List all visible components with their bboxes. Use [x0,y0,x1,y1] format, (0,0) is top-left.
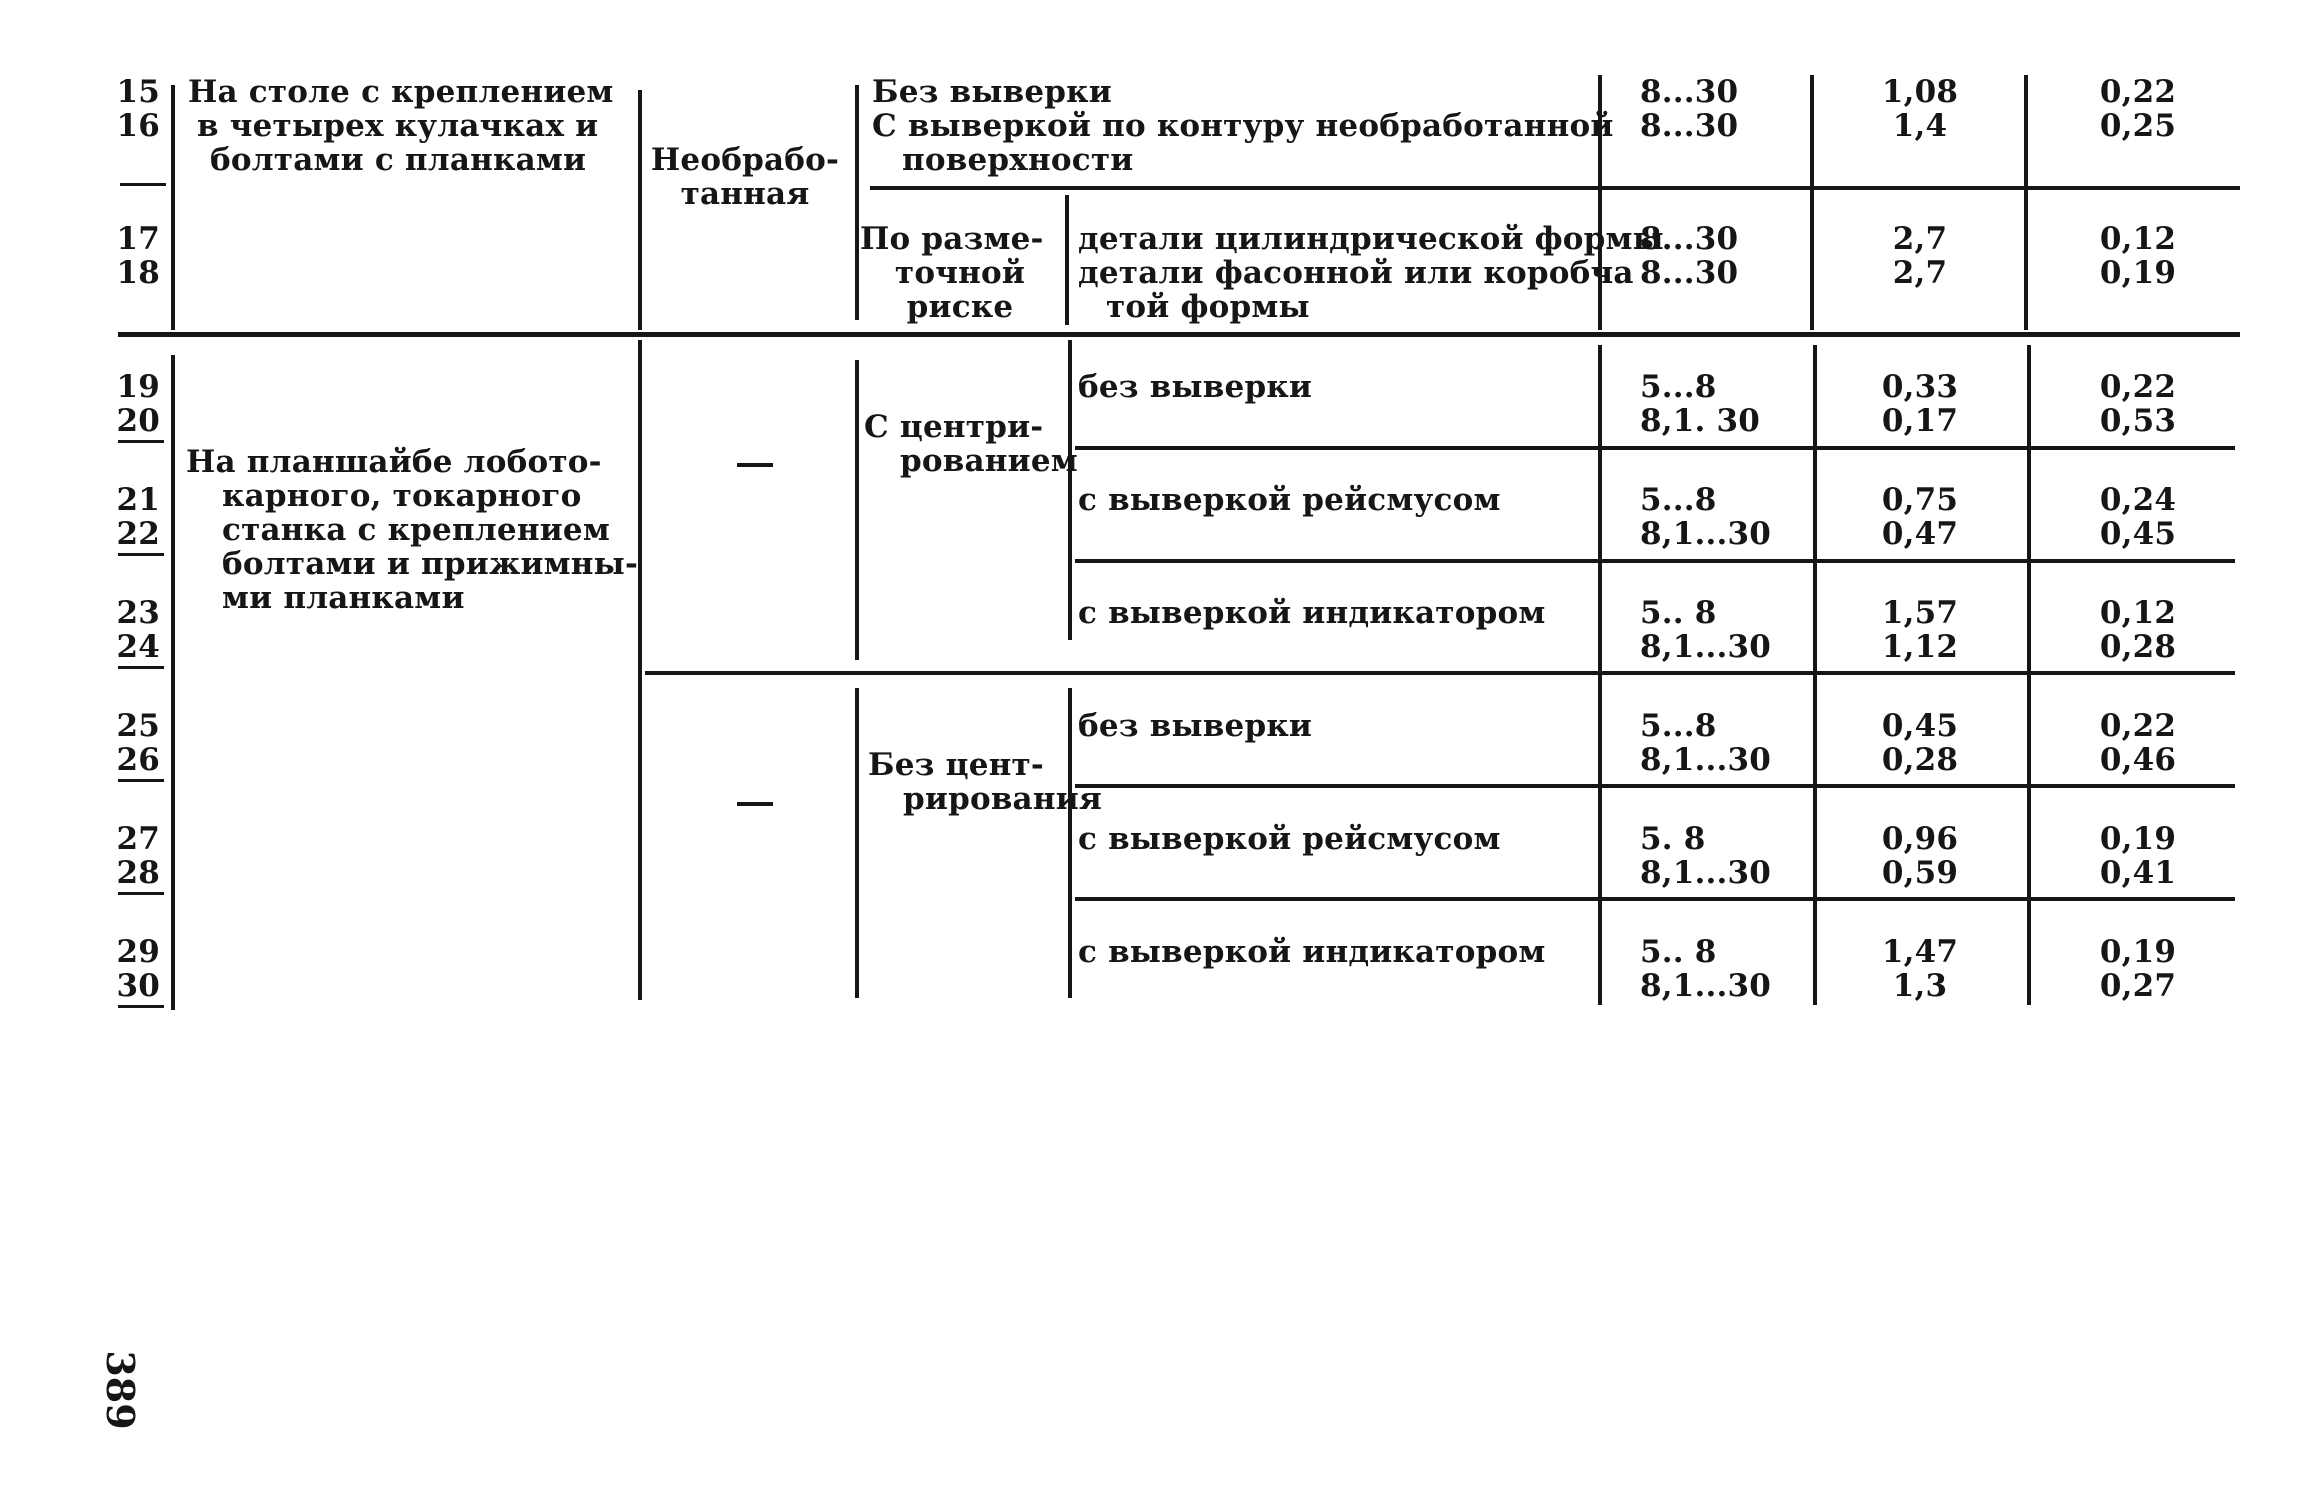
coef-1-value: 0,75 [1881,482,1959,518]
alignment-text-line: С выверкой по контуру необработанной [872,108,1614,144]
thickness-value: 8...30 [1640,255,1739,291]
row-number: 15 [116,74,160,110]
row-number: 21 [116,482,160,518]
coef-1-value: 1,3 [1892,968,1948,1004]
col-divider-method-top [638,90,642,330]
row-number: 25 [116,708,160,744]
page-number: 389 [98,1350,143,1430]
coef-1-value: 1,12 [1881,629,1959,665]
group-text-line: риске [906,289,1014,325]
thickness-value: 8,1...30 [1640,516,1772,552]
col-divider-k2-top [2024,75,2028,330]
method-text-line: ми планками [222,580,465,616]
row-number: 27 [116,821,160,857]
row-number-underline [118,666,164,669]
col-divider-desc-top [1065,195,1069,325]
coef-1-value: 0,33 [1881,369,1959,405]
coef-2-value: 0,53 [2099,403,2177,439]
method-text-line: в четырех кулачках и [197,108,599,144]
coef-1-value: 1,4 [1892,108,1948,144]
rule-centered-separator [645,671,2235,675]
coef-2-value: 0,19 [2099,934,2177,970]
coef-2-value: 0,22 [2099,369,2177,405]
desc-text-line: с выверкой индикатором [1078,934,1546,970]
coef-1-value: 0,45 [1881,708,1959,744]
thickness-value: 8,1...30 [1640,855,1772,891]
thickness-value: 8,1...30 [1640,968,1772,1004]
coef-1-value: 0,59 [1881,855,1959,891]
coef-2-value: 0,24 [2099,482,2177,518]
surface-dash [737,802,773,806]
row-number-underline [118,892,164,895]
desc-text-line: детали цилиндрической формы [1078,221,1664,257]
col-divider-desc-bottom [1068,340,1072,640]
method-text-line: На планшайбе лобото- [186,444,602,480]
rule-block-separator [118,332,2240,337]
rule-25-27 [1075,784,2235,788]
coef-2-value: 0,22 [2099,74,2177,110]
row-number: 26 [116,742,160,778]
coef-2-value: 0,25 [2099,108,2177,144]
desc-text-line: той формы [1106,289,1310,325]
row-number: 19 [116,369,160,405]
thickness-value: 5...8 [1640,482,1717,518]
coef-1-value: 1,08 [1881,74,1959,110]
col-divider-surface-bottom [855,360,859,660]
desc-text-line: с выверкой индикатором [1078,595,1546,631]
thickness-value: 5...8 [1640,369,1717,405]
coef-1-value: 2,7 [1892,221,1948,257]
surface-text-line: Необрабо- [650,142,840,178]
coef-2-value: 0,46 [2099,742,2177,778]
thickness-value: 8...30 [1640,74,1739,110]
row-number: 24 [116,629,160,665]
coef-1-value: 1,47 [1881,934,1959,970]
coef-2-value: 0,19 [2099,821,2177,857]
thickness-value: 8...30 [1640,108,1739,144]
row-number: 18 [116,255,160,291]
rule-19-21 [1075,446,2235,450]
row-number: 28 [116,855,160,891]
col-divider-num-bottom [171,355,175,1010]
alignment-text-line: Без выверки [872,74,1112,110]
rule-under-poverkhnosti [870,186,2240,190]
row-number-underline [118,440,164,443]
col-divider-method-bottom [638,340,642,1000]
coef-2-value: 0,28 [2099,629,2177,665]
row-number-underline [118,779,164,782]
group-text-line: По разме- [860,221,1044,257]
coef-2-value: 0,41 [2099,855,2177,891]
thickness-value: 8,1...30 [1640,629,1772,665]
group-text-line: рованием [900,443,1078,479]
rule-21-23 [1075,559,2235,563]
coef-1-value: 0,47 [1881,516,1959,552]
thickness-value: 8,1. 30 [1640,403,1761,439]
thickness-value: 5...8 [1640,708,1717,744]
surface-dash [737,463,773,467]
coef-1-value: 0,96 [1881,821,1959,857]
desc-text-line: с выверкой рейсмусом [1078,482,1501,518]
coef-2-value: 0,22 [2099,708,2177,744]
coef-1-value: 2,7 [1892,255,1948,291]
col-divider-surface-top [855,85,859,320]
row-number: 23 [116,595,160,631]
coef-1-value: 0,28 [1881,742,1959,778]
thickness-value: 5.. 8 [1640,595,1717,631]
group-text-line: точной [894,255,1026,291]
thickness-value: 5.. 8 [1640,934,1717,970]
group-text-line: рирования [903,781,1103,817]
coef-1-value: 0,17 [1881,403,1959,439]
method-text-line: На столе с креплением [188,74,614,110]
method-text-line: карного, токарного [222,478,582,514]
thickness-value: 5. 8 [1640,821,1706,857]
desc-text-line: с выверкой рейсмусом [1078,821,1501,857]
row-number: 16 [116,108,160,144]
thickness-value: 8,1...30 [1640,742,1772,778]
rule-27-29 [1075,897,2235,901]
method-text-line: болтами и прижимны- [222,546,639,582]
surface-text-line: танная [680,176,810,212]
group-text-line: С центри- [864,409,1044,445]
col-divider-k2-bottom [2027,345,2031,1005]
row-number: 30 [116,968,160,1004]
row-number: 22 [116,516,160,552]
coef-2-value: 0,45 [2099,516,2177,552]
coef-2-value: 0,12 [2099,221,2177,257]
col-divider-thick-bottom [1598,345,1602,1005]
num-divider-15-17 [120,183,166,186]
row-number-underline [118,553,164,556]
coef-1-value: 1,57 [1881,595,1959,631]
col-divider-surface-bottom-b [855,688,859,998]
row-number: 17 [116,221,160,257]
method-text-line: болтами с планками [210,142,587,178]
col-divider-desc-bottom-b [1068,688,1072,998]
row-number: 29 [116,934,160,970]
coef-2-value: 0,12 [2099,595,2177,631]
col-divider-num-top [171,85,175,330]
row-number: 20 [116,403,160,439]
coef-2-value: 0,19 [2099,255,2177,291]
thickness-value: 8...30 [1640,221,1739,257]
coef-2-value: 0,27 [2099,968,2177,1004]
col-divider-k1-bottom [1813,345,1817,1005]
group-text-line: Без цент- [868,747,1044,783]
desc-text-line: без выверки [1078,708,1313,744]
row-number-underline [118,1005,164,1008]
alignment-text-line: поверхности [902,142,1134,178]
col-divider-k1-top [1810,75,1814,330]
method-text-line: станка с креплением [222,512,610,548]
desc-text-line: без выверки [1078,369,1313,405]
desc-text-line: детали фасонной или коробча [1078,255,1634,291]
